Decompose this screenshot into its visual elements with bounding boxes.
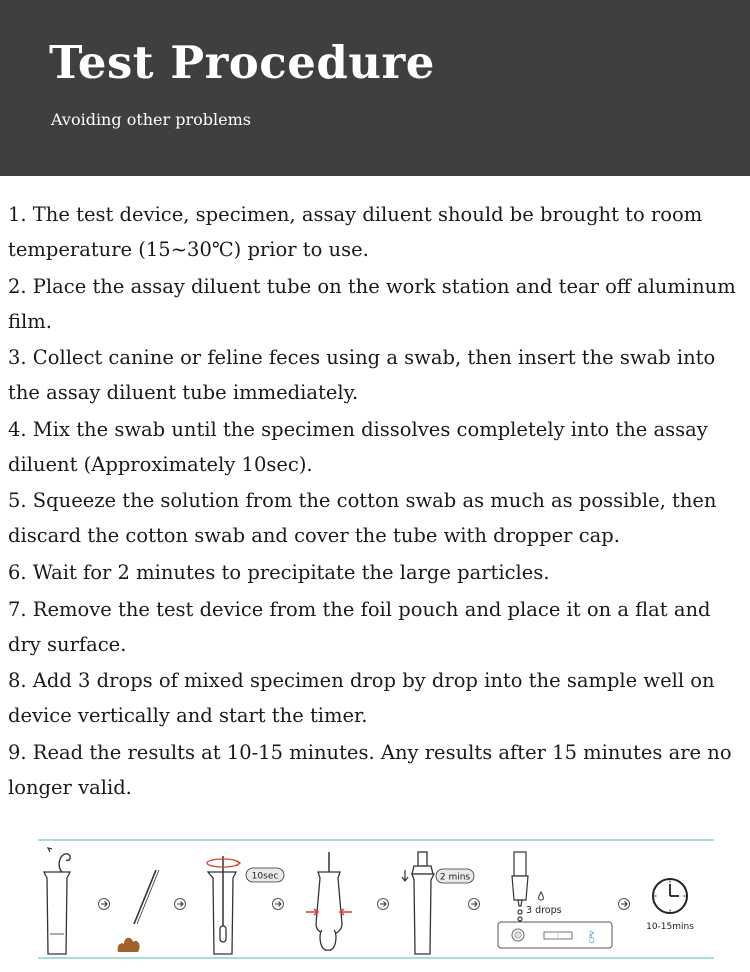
page-subtitle: Avoiding other problems (51, 110, 251, 129)
page-title: Test Procedure (49, 36, 435, 89)
read-time-label: 10-15mins (646, 922, 694, 932)
next-arrow-icon (378, 899, 389, 910)
wait-time-label: 2 mins (439, 872, 471, 883)
step-item: 6. Wait for 2 minutes to precipitate the large particles. (8, 560, 550, 584)
step-item: 2. Place the assay diluent tube on the work station and tear off aluminum film. (8, 274, 736, 333)
next-arrow-icon (175, 899, 186, 910)
header-banner (0, 0, 750, 176)
wait-time-badge (436, 869, 474, 883)
diluent-tube-icon (44, 848, 70, 954)
next-arrow-icon (99, 899, 110, 910)
step-item: 4. Mix the swab until the specimen dissolves completely into the assay diluent (Approximately 10sec). (8, 417, 708, 476)
mix-time-label: 10sec (251, 871, 279, 882)
step-item: 1. The test device, specimen, assay diluent should be brought to room temperature (15~30℃) prior to use. (8, 203, 703, 261)
squeeze-tube-icon (306, 852, 352, 950)
clock-icon (653, 879, 687, 913)
step-item: 5. Squeeze the solution from the cotton swab as much as possible, then discard the cotton swab and cover the tube with dropper cap. (8, 489, 717, 548)
device-mark-label: CPV (588, 930, 596, 944)
procedure-steps (8, 197, 744, 806)
procedure-diagram-svg (38, 838, 714, 963)
next-arrow-icon (273, 899, 284, 910)
mix-time-badge (246, 868, 284, 882)
swab-feces-icon (118, 870, 159, 952)
drops-label: 3 drops (526, 905, 562, 916)
step-item: 3. Collect canine or feline feces using a swab, then insert the swab into the assay diluent tube immediately. (8, 346, 716, 405)
step-item: 8. Add 3 drops of mixed specimen drop by drop into the sample well on device vertically and start the timer. (8, 669, 715, 728)
mix-tube-icon (207, 856, 240, 954)
dropper-tube-icon (402, 852, 434, 954)
next-arrow-icon (469, 899, 480, 910)
procedure-diagram (38, 838, 714, 963)
step-item: 9. Read the results at 10-15 minutes. Any results after 15 minutes are no longer valid. (8, 740, 732, 799)
step-item: 7. Remove the test device from the foil pouch and place it on a flat and dry surface. (8, 597, 711, 656)
next-arrow-icon (619, 899, 630, 910)
